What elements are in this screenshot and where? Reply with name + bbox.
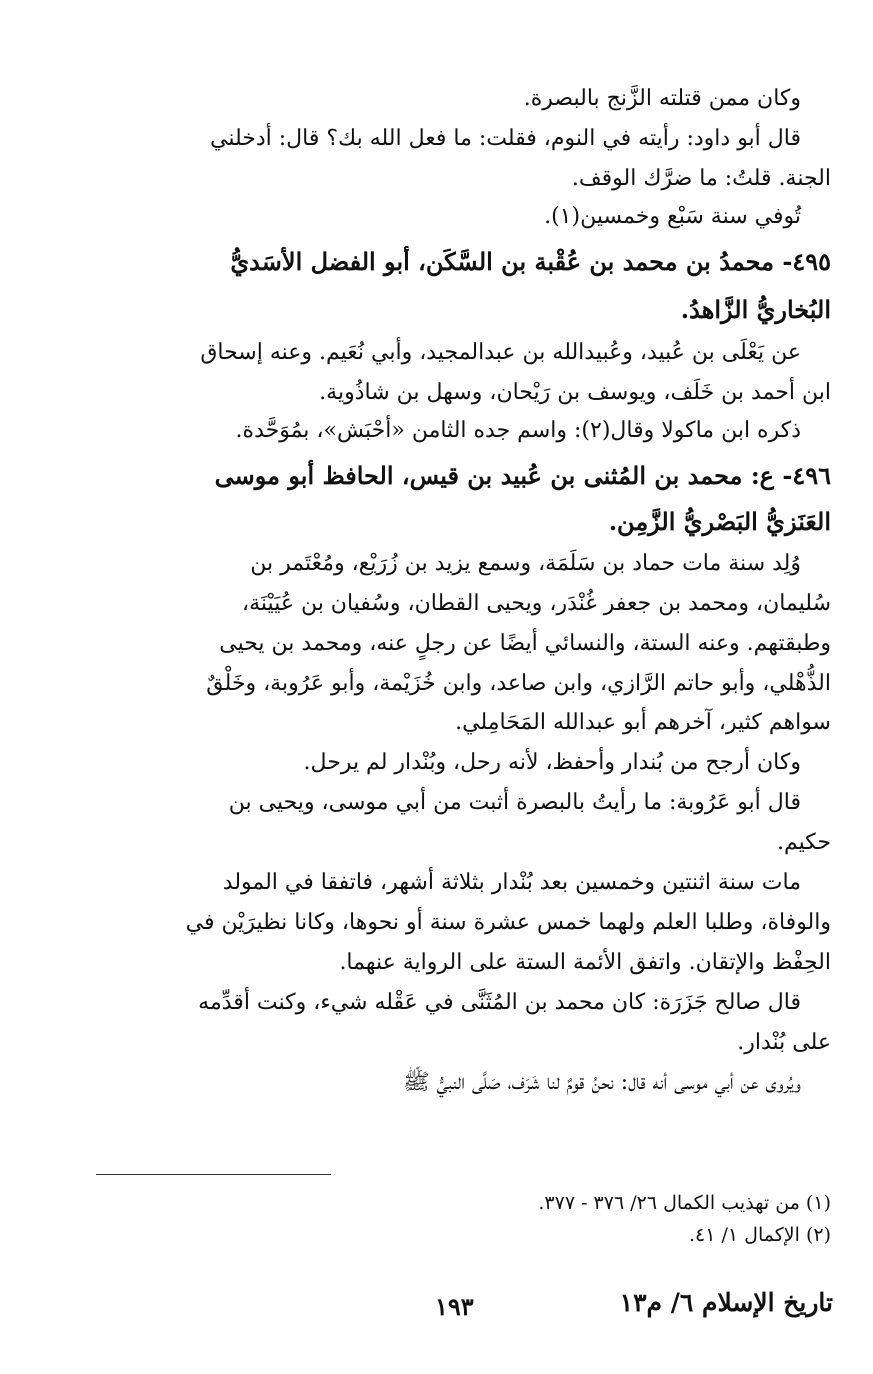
entry-heading: ٤٩٦- ع: محمد بن المُثنى بن عُبيد بن قيس، الحافظ أبو موسى <box>214 461 831 490</box>
text-line: تُوفي سنة سَبْع وخمسين(١). <box>544 204 801 229</box>
text-line: الذُّهْلي، وأبو حاتم الرَّازي، وابن صاعد، وابن خُزَيْمة، وأبو عَرُوبة، وخَلْقٌ <box>206 671 831 696</box>
text-line: سواهم كثير، آخرهم أبو عبدالله المَحَامِلي. <box>455 710 831 735</box>
text-line: قال أبو عَرُوبة: ما رأيتُ بالبصرة أثبت من أبي موسى، ويحيى بن <box>228 790 801 815</box>
text-line: ويُروى عن أبي موسى أنه قال: نحنُ قومٌ لنا شَرَف، صَلَّى النبيُّ ﷺ <box>402 1070 801 1095</box>
footnote: (٢) الإكمال ١/ ٤١. <box>688 1224 831 1246</box>
text-line: وكان ممن قتلته الزَّنج بالبصرة. <box>523 86 801 111</box>
entry-heading: ٤٩٥- محمدُ بن محمد بن عُقْبة بن السَّكَن، أبو الفضل الأسَديُّ <box>230 247 831 276</box>
footnote-separator <box>96 1174 331 1175</box>
text-line: على بُنْدار. <box>737 1030 831 1055</box>
entry-heading: البُخاريُّ الزَّاهدُ. <box>680 295 831 324</box>
footnote: (١) من تهذيب الكمال ٢٦/ ٣٧٦ - ٣٧٧. <box>538 1192 831 1214</box>
text-line: وكان أرجح من بُندار وأحفظ، لأنه رحل، وبُنْدار لم يرحل. <box>303 750 801 775</box>
page-number: ١٩٣ <box>435 1292 474 1321</box>
text-line: قال أبو داود: رأيته في النوم، فقلت: ما فعل الله بك؟ قال: أدخلني <box>210 126 801 151</box>
text-line: الحِفْظ والإتقان. واتفق الأئمة الستة على الرواية عنهما. <box>339 950 831 975</box>
text-line: وُلِد سنة مات حماد بن سَلَمَة، وسمع يزيد بن زُرَيْع، ومُعْتَمر بن <box>250 551 801 576</box>
text-line: مات سنة اثنتين وخمسين بعد بُنْدار بثلاثة أشهر، فاتفقا في المولد <box>222 870 801 895</box>
text-line: عن يَعْلَى بن عُبيد، وعُبيدالله بن عبدالمجيد، وأبي نُعَيم. وعنه إسحاق <box>200 340 801 365</box>
text-line: حكيم. <box>776 830 831 855</box>
text-line: الجنة. قلتُ: ما ضرَّك الوقف. <box>571 166 831 191</box>
text-line: ذكره ابن ماكولا وقال(٢): واسم جده الثامن «أحْبَش»، بمُوَحَّدة. <box>235 418 801 443</box>
text-line: وطبقتهم. وعنه الستة، والنسائي أيضًا عن رجلٍ عنه، ومحمد بن يحيى <box>219 631 831 656</box>
running-footer: تاريخ الإسلام ٦/ م١٣ <box>619 1288 833 1317</box>
text-line: قال صالح جَزَرَة: كان محمد بن المُثَنَّى في عَقْله شيء، وكنت أقدِّمه <box>198 990 801 1015</box>
text-line: ابن أحمد بن خَلَف، ويوسف بن رَيْحان، وسهل بن شاذُوية. <box>319 380 831 405</box>
text-line: سُليمان، ومحمد بن جعفر غُنْدَر، ويحيى القطان، وسُفيان بن عُيَيْنَة، <box>242 591 831 616</box>
entry-heading: العَنَزيُّ البَصْريُّ الزَّمِن. <box>608 507 831 536</box>
text-line: والوفاة، وطلبا العلم ولهما خمس عشرة سنة أو نحوها، وكانا نظيرَيْن في <box>185 910 831 935</box>
